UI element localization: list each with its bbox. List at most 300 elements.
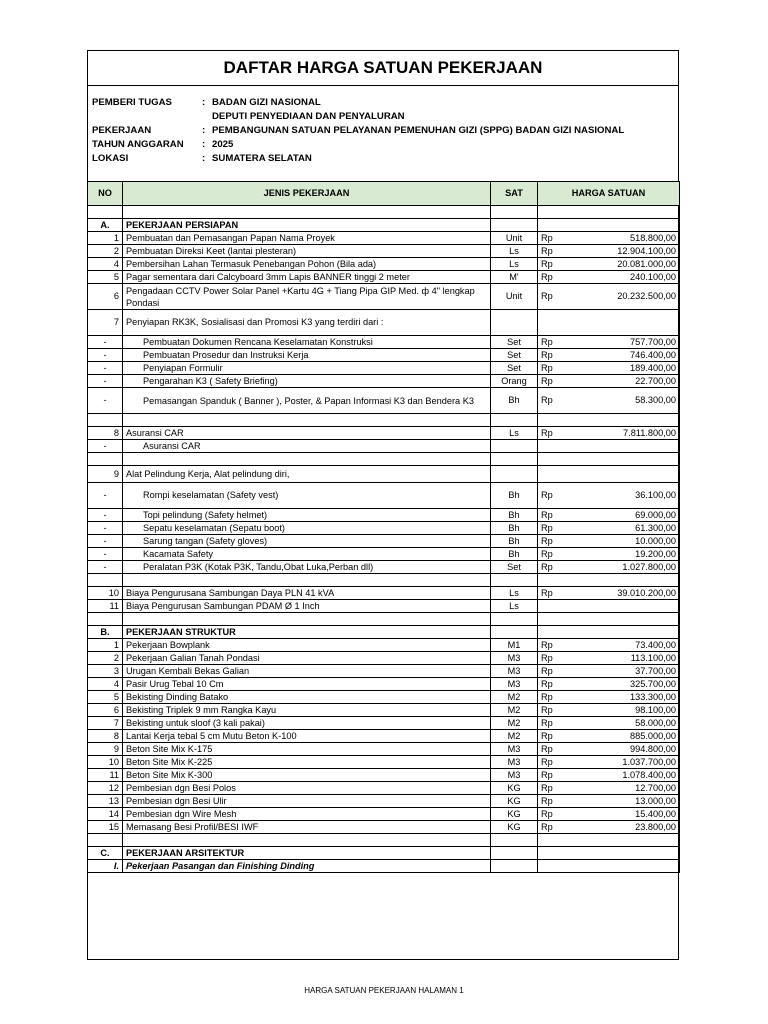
cell-sat: Ls xyxy=(491,587,538,600)
cell-no: 6 xyxy=(88,704,123,717)
price-value: 133.300,00 xyxy=(630,691,676,702)
cell-jenis: Sarung tangan (Safety gloves) xyxy=(123,535,491,548)
cell-no: 2 xyxy=(88,245,123,258)
cell-jenis: Pagar sementara dari Calcyboard 3mm Lapis BANNER tinggi 2 meter xyxy=(123,271,491,284)
cell-jenis: Pekerjaan Galian Tanah Pondasi xyxy=(123,652,491,665)
cell-jenis: Pasir Urug Tebal 10 Cm xyxy=(123,678,491,691)
cell-harga xyxy=(538,860,680,873)
cell-jenis: PEKERJAAN PERSIAPAN xyxy=(123,219,491,232)
cell-harga xyxy=(538,574,680,587)
cell-jenis: Bekisting Dinding Batako xyxy=(123,691,491,704)
cell-jenis: Sepatu keselamatan (Sepatu boot) xyxy=(123,522,491,535)
price-value: 113.100,00 xyxy=(630,652,676,663)
cell-sat: M3 xyxy=(491,652,538,665)
cell-sat: M3 xyxy=(491,678,538,691)
cell-sat xyxy=(491,414,538,427)
cell-sat: Ls xyxy=(491,245,538,258)
cell-no: A. xyxy=(88,219,123,232)
currency-label: Rp xyxy=(541,336,553,347)
cell-harga xyxy=(538,284,680,310)
info-label: PEMBERI TUGAS xyxy=(92,97,172,108)
cell-no: 15 xyxy=(88,821,123,834)
cell-sat: Bh xyxy=(491,548,538,561)
cell-harga xyxy=(538,808,680,821)
table-row xyxy=(88,336,680,349)
cell-jenis xyxy=(123,834,491,847)
cell-harga xyxy=(538,548,680,561)
cell-sat: M3 xyxy=(491,743,538,756)
cell-harga xyxy=(538,483,680,509)
price-value: 19.200,00 xyxy=(635,548,676,559)
cell-harga xyxy=(538,388,680,414)
header-no: NO xyxy=(88,182,123,206)
cell-jenis: Pembersihan Lahan Termasuk Penebangan Pohon (Bila ada) xyxy=(123,258,491,271)
table-row xyxy=(88,258,680,271)
cell-jenis: Penyiapan Formulir xyxy=(123,362,491,375)
cell-harga xyxy=(538,769,680,782)
cell-sat xyxy=(491,206,538,219)
cell-sat: Bh xyxy=(491,388,538,414)
cell-harga xyxy=(538,362,680,375)
currency-label: Rp xyxy=(541,756,553,767)
info-colon: : xyxy=(202,125,206,136)
info-label: TAHUN ANGGARAN xyxy=(92,139,184,150)
currency-label: Rp xyxy=(541,821,553,832)
header-jenis-pekerjaan: JENIS PEKERJAAN xyxy=(123,182,491,206)
table-row xyxy=(88,206,680,219)
cell-no: 1 xyxy=(88,232,123,245)
table-row xyxy=(88,600,680,613)
price-value: 61.300,00 xyxy=(635,522,676,533)
currency-label: Rp xyxy=(541,704,553,715)
header-sat: SAT xyxy=(491,182,538,206)
cell-sat: Ls xyxy=(491,258,538,271)
cell-harga xyxy=(538,466,680,483)
table-row xyxy=(88,548,680,561)
cell-jenis: Beton Site Mix K-175 xyxy=(123,743,491,756)
cell-sat: Unit xyxy=(491,284,538,310)
table-row xyxy=(88,613,680,626)
cell-harga xyxy=(538,271,680,284)
cell-harga xyxy=(538,219,680,232)
table-row xyxy=(88,427,680,440)
cell-sat: M' xyxy=(491,271,538,284)
cell-no: 11 xyxy=(88,769,123,782)
cell-harga xyxy=(538,427,680,440)
cell-no xyxy=(88,453,123,466)
currency-label: Rp xyxy=(541,362,553,373)
table-row xyxy=(88,626,680,639)
price-value: 1.078.400,00 xyxy=(622,769,676,780)
price-table xyxy=(87,181,680,873)
table-row xyxy=(88,691,680,704)
cell-jenis: Rompi keselamatan (Safety vest) xyxy=(123,483,491,509)
cell-sat: Set xyxy=(491,349,538,362)
cell-no: - xyxy=(88,483,123,509)
cell-jenis: Pembuatan Direksi Keet (lantai plesteran) xyxy=(123,245,491,258)
price-value: 22.700,00 xyxy=(635,375,676,386)
price-value: 325.700,00 xyxy=(630,678,676,689)
cell-no: - xyxy=(88,375,123,388)
currency-label: Rp xyxy=(541,587,553,598)
cell-no: 11 xyxy=(88,600,123,613)
table-row xyxy=(88,483,680,509)
cell-harga xyxy=(538,414,680,427)
cell-no: 7 xyxy=(88,717,123,730)
cell-no: - xyxy=(88,440,123,453)
cell-harga xyxy=(538,665,680,678)
price-value: 994.800,00 xyxy=(630,743,676,754)
cell-jenis: Penyiapan RK3K, Sosialisasi dan Promosi K3 yang terdiri dari : xyxy=(123,310,491,336)
price-value: 39.010.200,00 xyxy=(617,587,676,598)
cell-jenis: Pembesian dgn Besi Ulir xyxy=(123,795,491,808)
currency-label: Rp xyxy=(541,795,553,806)
currency-label: Rp xyxy=(541,808,553,819)
cell-no: 5 xyxy=(88,271,123,284)
price-value: 20.081.000,00 xyxy=(617,258,676,269)
currency-label: Rp xyxy=(541,349,553,360)
cell-sat xyxy=(491,860,538,873)
info-value: DEPUTI PENYEDIAAN DAN PENYALURAN xyxy=(212,111,405,122)
table-row xyxy=(88,847,680,860)
cell-jenis: Lantai Kerja tebal 5 cm Mutu Beton K-100 xyxy=(123,730,491,743)
currency-label: Rp xyxy=(541,548,553,559)
header-harga-satuan: HARGA SATUAN xyxy=(538,182,680,206)
currency-label: Rp xyxy=(541,691,553,702)
currency-label: Rp xyxy=(541,271,553,282)
cell-jenis: Pemasangan Spanduk ( Banner ), Poster, & Papan Informasi K3 dan Bendera K3 xyxy=(123,388,491,414)
cell-jenis: Pengadaan CCTV Power Solar Panel +Kartu 4G + Tiang Pipa GIP Med. ф 4" lengkap Pondasi xyxy=(123,284,491,310)
cell-sat xyxy=(491,847,538,860)
price-value: 36.100,00 xyxy=(635,490,676,500)
info-label: LOKASI xyxy=(92,153,129,164)
price-value: 746.400,00 xyxy=(630,349,676,360)
cell-jenis: Pembuatan Dokumen Rencana Keselamatan Konstruksi xyxy=(123,336,491,349)
info-colon: : xyxy=(202,139,206,150)
cell-sat xyxy=(491,310,538,336)
cell-no: 9 xyxy=(88,466,123,483)
cell-no: 7 xyxy=(88,310,123,336)
cell-sat xyxy=(491,834,538,847)
cell-no xyxy=(88,206,123,219)
cell-harga xyxy=(538,310,680,336)
cell-jenis: Kacamata Safety xyxy=(123,548,491,561)
cell-harga xyxy=(538,336,680,349)
currency-label: Rp xyxy=(541,639,553,650)
cell-jenis: Beton Site Mix K-300 xyxy=(123,769,491,782)
currency-label: Rp xyxy=(541,509,553,520)
currency-label: Rp xyxy=(541,232,553,243)
cell-no: - xyxy=(88,535,123,548)
cell-jenis: Bekisting Triplek 9 mm Rangka Kayu xyxy=(123,704,491,717)
info-label: PEKERJAAN xyxy=(92,125,152,136)
cell-no: I. xyxy=(88,860,123,873)
cell-no: 5 xyxy=(88,691,123,704)
table-row xyxy=(88,375,680,388)
table-row xyxy=(88,821,680,834)
table-row xyxy=(88,704,680,717)
info-colon: : xyxy=(202,153,206,164)
info-value: BADAN GIZI NASIONAL xyxy=(212,97,321,108)
table-row xyxy=(88,388,680,414)
cell-harga xyxy=(538,232,680,245)
info-value: 2025 xyxy=(212,139,234,150)
price-value: 37.700,00 xyxy=(635,665,676,676)
cell-jenis: Topi pelindung (Safety helmet) xyxy=(123,509,491,522)
cell-jenis xyxy=(123,613,491,626)
price-value: 885.000,00 xyxy=(630,730,676,741)
cell-sat: Set xyxy=(491,561,538,574)
info-value: PEMBANGUNAN SATUAN PELAYANAN PEMENUHAN GIZI (SPPG) BADAN GIZI NASIONAL xyxy=(212,125,625,136)
cell-sat xyxy=(491,466,538,483)
cell-no xyxy=(88,613,123,626)
table-header-row xyxy=(88,182,680,206)
cell-harga xyxy=(538,782,680,795)
cell-jenis: Biaya Pengurusana Sambungan Daya PLN 41 kVA xyxy=(123,587,491,600)
info-colon: : xyxy=(202,97,206,108)
cell-harga xyxy=(538,678,680,691)
cell-sat xyxy=(491,574,538,587)
cell-sat xyxy=(491,219,538,232)
currency-label: Rp xyxy=(541,782,553,793)
table-row xyxy=(88,678,680,691)
price-list-sheet xyxy=(87,50,679,960)
cell-jenis xyxy=(123,414,491,427)
currency-label: Rp xyxy=(541,291,553,301)
cell-jenis xyxy=(123,206,491,219)
cell-harga xyxy=(538,834,680,847)
price-value: 1.027.800,00 xyxy=(622,561,676,572)
price-value: 15.400,00 xyxy=(635,808,676,819)
price-value: 73.400,00 xyxy=(635,639,676,650)
cell-jenis: Pembuatan dan Pemasangan Papan Nama Proyek xyxy=(123,232,491,245)
price-value: 757.700,00 xyxy=(630,336,676,347)
cell-sat: M2 xyxy=(491,704,538,717)
cell-sat: M1 xyxy=(491,639,538,652)
table-row xyxy=(88,535,680,548)
cell-harga xyxy=(538,730,680,743)
cell-sat xyxy=(491,613,538,626)
cell-jenis: Biaya Pengurusan Sambungan PDAM Ø 1 Inch xyxy=(123,600,491,613)
cell-jenis xyxy=(123,574,491,587)
cell-no: 12 xyxy=(88,782,123,795)
currency-label: Rp xyxy=(541,395,553,405)
price-value: 20.232.500,00 xyxy=(617,291,676,301)
currency-label: Rp xyxy=(541,665,553,676)
cell-harga xyxy=(538,756,680,769)
cell-no: 3 xyxy=(88,665,123,678)
table-row xyxy=(88,574,680,587)
currency-label: Rp xyxy=(541,561,553,572)
currency-label: Rp xyxy=(541,245,553,256)
table-row xyxy=(88,271,680,284)
cell-jenis: PEKERJAAN STRUKTUR xyxy=(123,626,491,639)
cell-harga xyxy=(538,453,680,466)
price-value: 10.000,00 xyxy=(635,535,676,546)
cell-jenis: PEKERJAAN ARSITEKTUR xyxy=(123,847,491,860)
cell-no: - xyxy=(88,509,123,522)
price-value: 69.000,00 xyxy=(635,509,676,520)
cell-jenis: Urugan Kembali Bekas Galian xyxy=(123,665,491,678)
table-row xyxy=(88,232,680,245)
price-value: 518.800,00 xyxy=(630,232,676,243)
table-row xyxy=(88,730,680,743)
currency-label: Rp xyxy=(541,730,553,741)
cell-sat: KG xyxy=(491,795,538,808)
cell-no: - xyxy=(88,349,123,362)
cell-harga xyxy=(538,349,680,362)
cell-no: - xyxy=(88,388,123,414)
cell-harga xyxy=(538,639,680,652)
cell-sat: Set xyxy=(491,362,538,375)
cell-no: - xyxy=(88,522,123,535)
cell-sat: M3 xyxy=(491,665,538,678)
cell-jenis: Pekerjaan Bowplank xyxy=(123,639,491,652)
table-row xyxy=(88,414,680,427)
cell-sat: Bh xyxy=(491,509,538,522)
cell-no xyxy=(88,574,123,587)
cell-harga xyxy=(538,535,680,548)
currency-label: Rp xyxy=(541,678,553,689)
price-value: 98.100,00 xyxy=(635,704,676,715)
table-row xyxy=(88,665,680,678)
table-row xyxy=(88,769,680,782)
cell-no: 2 xyxy=(88,652,123,665)
currency-label: Rp xyxy=(541,652,553,663)
cell-sat: Bh xyxy=(491,483,538,509)
cell-sat: M2 xyxy=(491,730,538,743)
cell-harga xyxy=(538,206,680,219)
cell-sat: Orang xyxy=(491,375,538,388)
price-value: 240.100,00 xyxy=(630,271,676,282)
cell-jenis: Alat Pelindung Kerja, Alat pelindung diri, xyxy=(123,466,491,483)
price-value: 1.037.700,00 xyxy=(622,756,676,767)
table-row xyxy=(88,453,680,466)
cell-sat xyxy=(491,626,538,639)
cell-sat: M2 xyxy=(491,717,538,730)
cell-harga xyxy=(538,375,680,388)
table-row xyxy=(88,245,680,258)
table-row xyxy=(88,639,680,652)
price-value: 189.400,00 xyxy=(630,362,676,373)
cell-harga xyxy=(538,704,680,717)
cell-sat xyxy=(491,440,538,453)
cell-no: 4 xyxy=(88,258,123,271)
cell-no: - xyxy=(88,548,123,561)
table-row xyxy=(88,522,680,535)
cell-jenis: Asuransi CAR xyxy=(123,440,491,453)
cell-no: - xyxy=(88,362,123,375)
cell-harga xyxy=(538,717,680,730)
table-row xyxy=(88,782,680,795)
cell-jenis: Beton Site Mix K-225 xyxy=(123,756,491,769)
table-row xyxy=(88,440,680,453)
currency-label: Rp xyxy=(541,427,553,438)
cell-harga xyxy=(538,652,680,665)
cell-no: - xyxy=(88,561,123,574)
table-row xyxy=(88,834,680,847)
table-row xyxy=(88,587,680,600)
cell-sat: M2 xyxy=(491,691,538,704)
cell-jenis: Pekerjaan Pasangan dan Finishing Dinding xyxy=(123,860,491,873)
cell-sat: Bh xyxy=(491,535,538,548)
cell-no: C. xyxy=(88,847,123,860)
cell-jenis: Memasang Besi Profil/BESI IWF xyxy=(123,821,491,834)
cell-harga xyxy=(538,821,680,834)
cell-sat: M3 xyxy=(491,769,538,782)
price-value: 12.904.100,00 xyxy=(617,245,676,256)
info-value: SUMATERA SELATAN xyxy=(212,153,312,164)
cell-jenis: Asuransi CAR xyxy=(123,427,491,440)
cell-sat xyxy=(491,453,538,466)
cell-harga xyxy=(538,561,680,574)
cell-no: 1 xyxy=(88,639,123,652)
cell-harga xyxy=(538,795,680,808)
page-footer: HARGA SATUAN PEKERJAAN HALAMAN 1 xyxy=(304,986,464,995)
cell-sat: Ls xyxy=(491,427,538,440)
cell-sat: Set xyxy=(491,336,538,349)
cell-harga xyxy=(538,626,680,639)
cell-sat: KG xyxy=(491,821,538,834)
table-row xyxy=(88,808,680,821)
cell-jenis: Pengarahan K3 ( Safety Briefing) xyxy=(123,375,491,388)
table-row xyxy=(88,561,680,574)
table-row xyxy=(88,860,680,873)
table-row xyxy=(88,466,680,483)
cell-jenis: Pembesian dgn Besi Polos xyxy=(123,782,491,795)
table-row xyxy=(88,743,680,756)
currency-label: Rp xyxy=(541,490,553,500)
currency-label: Rp xyxy=(541,258,553,269)
currency-label: Rp xyxy=(541,717,553,728)
cell-sat: Ls xyxy=(491,600,538,613)
table-row xyxy=(88,310,680,336)
cell-no: 13 xyxy=(88,795,123,808)
cell-sat: M3 xyxy=(491,756,538,769)
price-value: 12.700,00 xyxy=(635,782,676,793)
price-value: 58.000,00 xyxy=(635,717,676,728)
cell-no: - xyxy=(88,336,123,349)
cell-harga xyxy=(538,613,680,626)
cell-harga xyxy=(538,743,680,756)
cell-no: 9 xyxy=(88,743,123,756)
cell-harga xyxy=(538,691,680,704)
cell-jenis: Peralatan P3K (Kotak P3K, Tandu,Obat Luka,Perban dll) xyxy=(123,561,491,574)
cell-no: 14 xyxy=(88,808,123,821)
cell-no: B. xyxy=(88,626,123,639)
document-title: DAFTAR HARGA SATUAN PEKERJAAN xyxy=(223,58,543,77)
cell-jenis: Pembuatan Prosedur dan Instruksi Kerja xyxy=(123,349,491,362)
cell-sat: KG xyxy=(491,782,538,795)
cell-no: 4 xyxy=(88,678,123,691)
table-row xyxy=(88,756,680,769)
price-value: 58.300,00 xyxy=(635,395,676,405)
price-value: 13.000,00 xyxy=(635,795,676,806)
table-row xyxy=(88,362,680,375)
price-value: 23.800,00 xyxy=(635,821,676,832)
cell-sat: KG xyxy=(491,808,538,821)
cell-jenis xyxy=(123,453,491,466)
cell-no: 8 xyxy=(88,730,123,743)
table-row xyxy=(88,717,680,730)
currency-label: Rp xyxy=(541,375,553,386)
cell-harga xyxy=(538,258,680,271)
cell-no xyxy=(88,414,123,427)
table-row xyxy=(88,795,680,808)
cell-harga xyxy=(538,440,680,453)
currency-label: Rp xyxy=(541,769,553,780)
cell-jenis: Bekisting untuk sloof (3 kali pakai) xyxy=(123,717,491,730)
